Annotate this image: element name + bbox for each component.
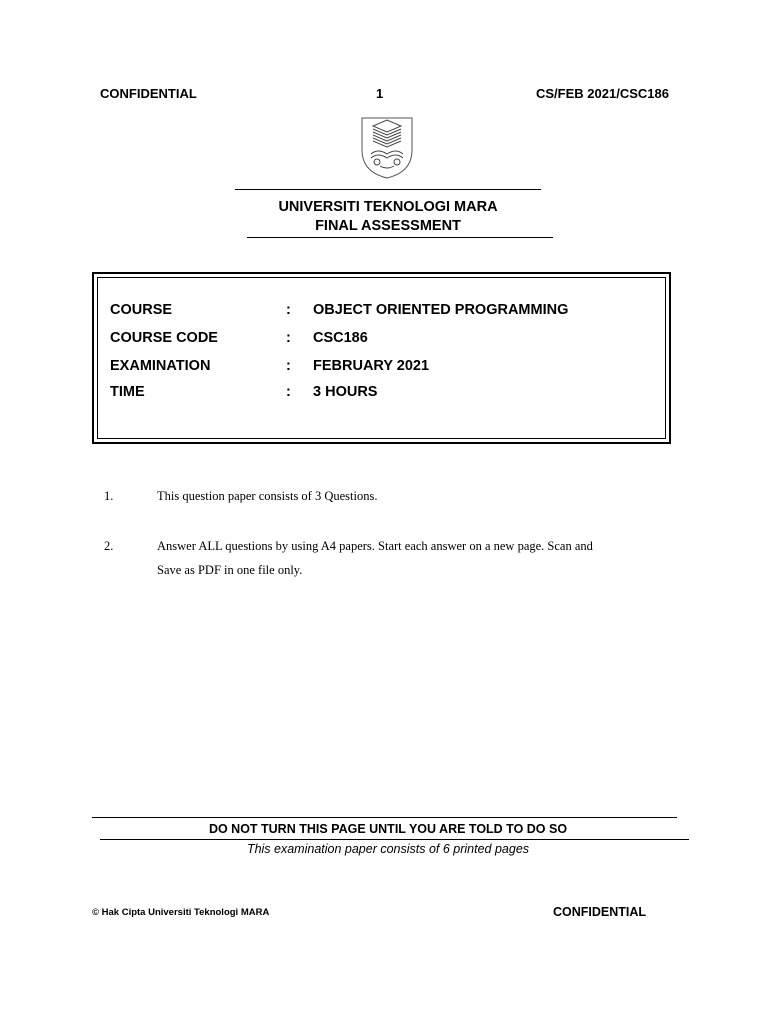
examination-label: EXAMINATION — [110, 358, 211, 374]
warning-text: DO NOT TURN THIS PAGE UNTIL YOU ARE TOLD TO DO SO — [208, 822, 568, 836]
instruction-1-number: 1. — [104, 489, 114, 503]
warning-rule-top — [92, 817, 677, 818]
examination-value: FEBRUARY 2021 — [313, 358, 430, 374]
university-crest-icon — [358, 114, 416, 180]
time-label: TIME — [110, 384, 145, 400]
instruction-2-number: 2. — [104, 539, 114, 553]
assessment-type: FINAL ASSESSMENT — [315, 218, 461, 234]
university-name: UNIVERSITI TEKNOLOGI MARA — [278, 199, 498, 215]
title-rule-bottom — [247, 237, 553, 238]
warning-rule-bottom — [100, 839, 689, 840]
course-label: COURSE — [110, 302, 173, 318]
paper-code: CS/FEB 2021/CSC186 — [536, 86, 669, 101]
time-separator: : — [286, 384, 291, 400]
time-value: 3 HOURS — [313, 384, 378, 400]
course-value: OBJECT ORIENTED PROGRAMMING — [313, 302, 569, 318]
examination-separator: : — [286, 358, 291, 374]
course-code-value: CSC186 — [313, 330, 368, 346]
course-info-box — [92, 272, 671, 444]
footer-confidential: CONFIDENTIAL — [553, 905, 647, 919]
instruction-1-text: This question paper consists of 3 Questions. — [157, 489, 378, 503]
instruction-2-text: Answer ALL questions by using A4 papers. Start each answer on a new page. Scan and Save as PDF in one file only. — [157, 539, 593, 577]
course-separator: : — [286, 302, 291, 318]
printed-pages-note: This examination paper consists of 6 printed pages — [246, 842, 530, 856]
header-confidential: CONFIDENTIAL — [100, 86, 197, 101]
title-rule-top — [235, 189, 541, 190]
copyright-notice: © Hak Cipta Universiti Teknologi MARA — [92, 907, 270, 918]
course-code-separator: : — [286, 330, 291, 346]
page-number: 1 — [376, 86, 384, 101]
course-code-label: COURSE CODE — [110, 330, 218, 346]
